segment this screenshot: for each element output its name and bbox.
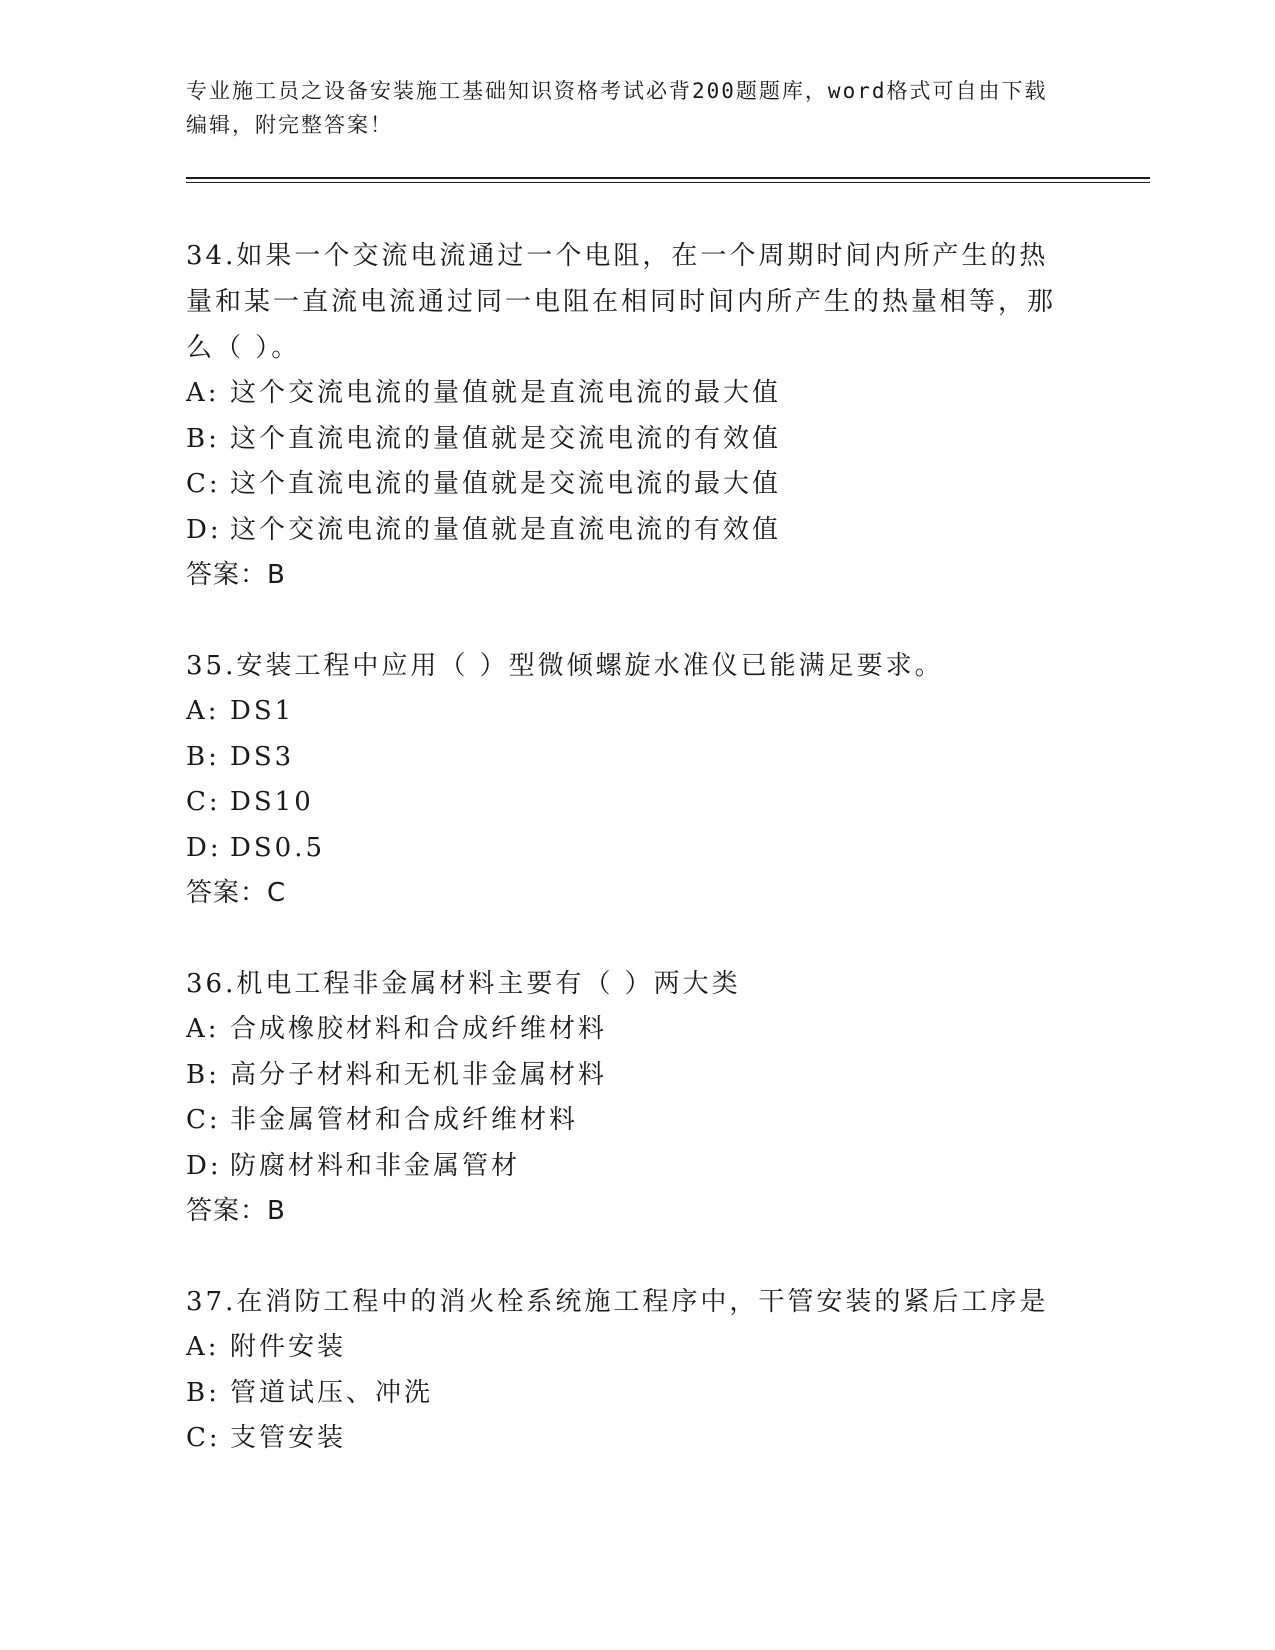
option-letter: B: (186, 1059, 220, 1090)
option-d (186, 508, 1086, 554)
option-text: 非金属管材和合成纤维材料 (230, 1105, 579, 1135)
option-d (186, 1144, 1086, 1190)
option-text: 这个直流电流的量值就是交流电流的最大值 (230, 469, 782, 499)
option-letter: D: (186, 832, 222, 863)
option-c (186, 1098, 1086, 1144)
question-35 (186, 643, 1086, 916)
option-letter: C: (186, 469, 221, 499)
question-34 (186, 233, 1086, 598)
header-divider-thick (186, 177, 1150, 179)
question-stem: 36.机电工程非金属材料主要有（ ）两大类 (186, 969, 741, 999)
option-letter: C: (186, 1105, 221, 1135)
header-divider-thin (186, 182, 1150, 183)
answer-line: 答案：C (186, 878, 287, 908)
option-letter: B: (186, 423, 220, 454)
option-b (186, 735, 1086, 781)
option-text: 防腐材料和非金属管材 (230, 1150, 521, 1181)
option-b (186, 417, 1086, 463)
option-letter: D: (186, 514, 222, 545)
option-text: 这个交流电流的量值就是直流电流的最大值 (230, 378, 782, 408)
option-a (186, 371, 1086, 417)
option-text: DS3 (230, 741, 295, 772)
question-37 (186, 1279, 1086, 1462)
option-letter: B: (186, 1377, 220, 1408)
option-letter: D: (186, 1150, 222, 1181)
option-letter: A: (186, 1332, 220, 1362)
question-36 (186, 961, 1086, 1234)
option-letter: C: (186, 787, 221, 817)
option-letter: B: (186, 741, 220, 772)
document-header: 专业施工员之设备安装施工基础知识资格考试必背200题题库，word格式可自由下载编辑，附完整答案！ (186, 79, 1048, 137)
option-text: 高分子材料和无机非金属材料 (230, 1059, 608, 1090)
question-stem: 34.如果一个交流电流通过一个电阻，在一个周期时间内所产生的热量和某一直流电流通过同一电阻在相同时间内所产生的热量相等，那么（ ）。 (186, 241, 1057, 363)
option-text: 支管安装 (230, 1423, 347, 1453)
option-letter: A: (186, 378, 220, 408)
option-b (186, 1371, 1086, 1417)
option-a (186, 1325, 1086, 1371)
option-text: 合成橡胶材料和合成纤维材料 (230, 1014, 608, 1044)
option-text: 这个交流电流的量值就是直流电流的有效值 (230, 514, 782, 545)
option-text: 这个直流电流的量值就是交流电流的有效值 (230, 423, 782, 454)
option-c (186, 780, 1086, 826)
option-text: DS10 (230, 787, 314, 817)
option-text: 附件安装 (230, 1332, 347, 1362)
option-text: DS0.5 (230, 832, 326, 863)
option-letter: A: (186, 1014, 220, 1044)
answer-line: 答案：B (186, 560, 286, 590)
option-text: 管道试压、冲洗 (230, 1377, 434, 1408)
option-c (186, 1416, 1086, 1462)
option-letter: C: (186, 1423, 221, 1453)
option-b (186, 1053, 1086, 1099)
option-letter: A: (186, 696, 220, 726)
answer-line: 答案：B (186, 1196, 286, 1226)
option-text: DS1 (230, 696, 295, 726)
option-a (186, 689, 1086, 735)
option-c (186, 462, 1086, 508)
option-a (186, 1007, 1086, 1053)
question-list (186, 233, 1086, 1507)
question-stem: 35.安装工程中应用（ ）型微倾螺旋水准仪已能满足要求。 (186, 651, 944, 681)
option-d (186, 826, 1086, 872)
question-stem: 37.在消防工程中的消火栓系统施工程序中，干管安装的紧后工序是 (186, 1287, 1049, 1317)
